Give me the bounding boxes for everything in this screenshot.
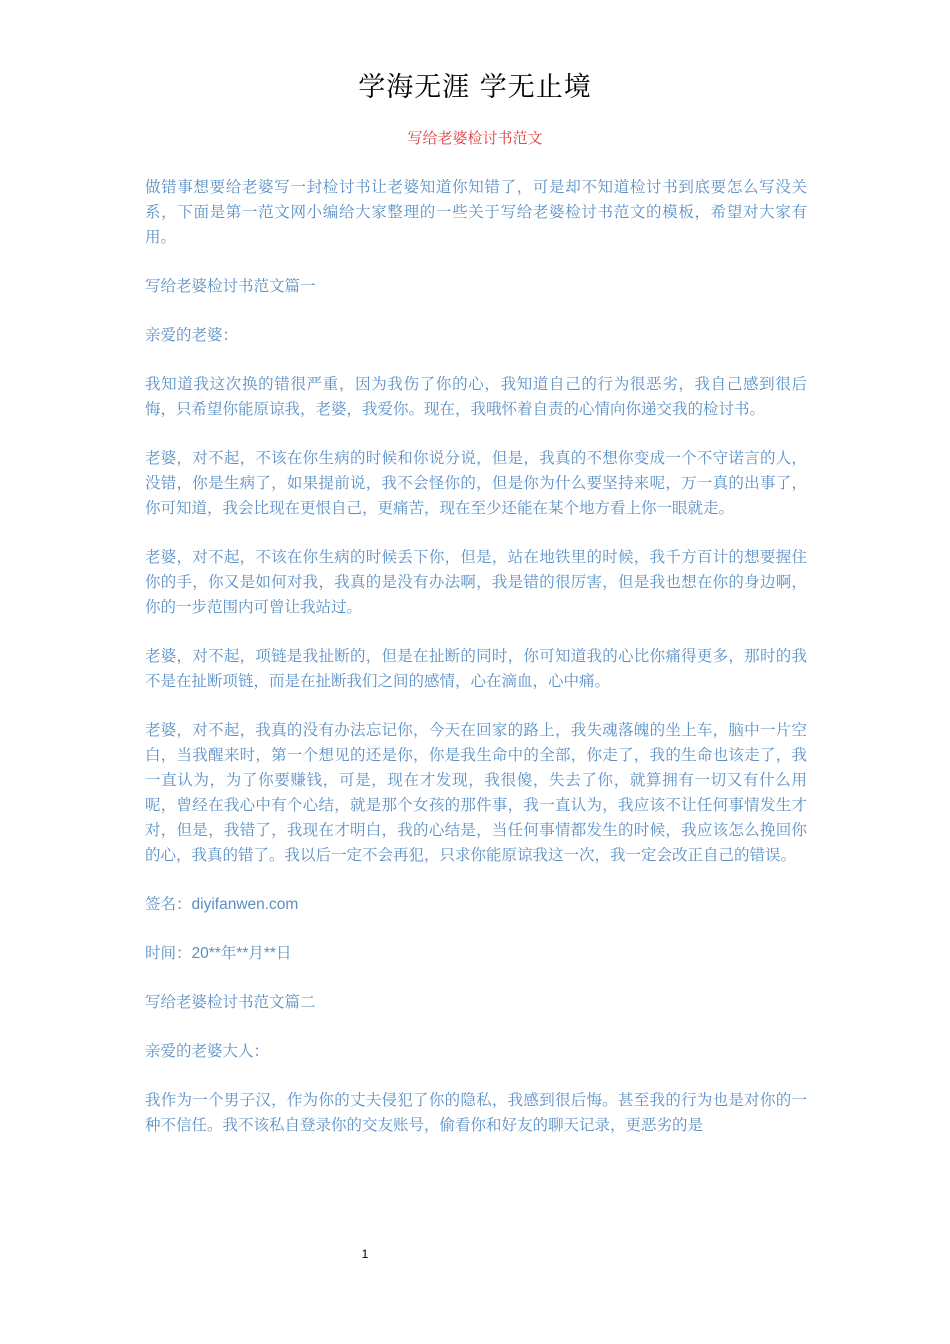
body-paragraph: 老婆，对不起，我真的没有办法忘记你，今天在回家的路上，我失魂落魄的坐上车，脑中一片空白，当我醒来时，第一个想见的还是你，你是我生命中的全部，你走了，我的生命也该走了，我一直认为，为了你要赚钱，可是，现在才发现，我很傻，失去了你，就算拥有一切又有什么用呢，曾经在我心中有个心结，就是那个女孩的那件事，我一直认为，我应该不让任何事情发生才对，但是，我错了，我现在才明白，我的心结是，当任何事情都发生的时候，我应该怎么挽回你的心，我真的错了。我以后一定不会再犯，只求你能原谅我这一次，我一定会改正自己的错误。	[145, 721, 807, 864]
salutation-2: 亲爱的老婆大人：	[145, 1042, 270, 1060]
signature-label: 签名：	[145, 895, 192, 913]
body-paragraph: 老婆，对不起，不该在你生病的时候和你说分说，但是，我真的不想你变成一个不守诺言的人，没错，你是生病了，如果提前说，我不会怪你的，但是你为什么要坚持来呢，万一真的出事了，你可知道，我会比现在更恨自己，更痛苦，现在至少还能在某个地方看上你一眼就走。	[145, 449, 807, 517]
salutation-1: 亲爱的老婆：	[145, 326, 239, 344]
section-heading-2: 写给老婆检讨书范文篇二	[145, 993, 316, 1011]
body-paragraph: 老婆，对不起，不该在你生病的时候丢下你，但是，站在地铁里的时候，我千方百计的想要握住你的手，你又是如何对我，我真的是没有办法啊，我是错的很厉害，但是我也想在你的身边啊，你的一步范围内可曾让我站过。	[145, 548, 807, 616]
signature-line	[145, 892, 807, 917]
document-title: 写给老婆检讨书范文	[407, 129, 543, 147]
time-value: 20**年**月**日	[191, 945, 292, 962]
time-line	[145, 941, 807, 966]
document-body	[145, 175, 807, 1162]
header-motto: 学海无涯 学无止境	[358, 72, 592, 103]
intro-paragraph: 做错事想要给老婆写一封检讨书让老婆知道你知错了，可是却不知道检讨书到底要怎么写没关系，下面是第一范文网小编给大家整理的一些关于写给老婆检讨书范文的模板，希望对大家有用。	[145, 178, 807, 246]
body-paragraph: 我作为一个男子汉，作为你的丈夫侵犯了你的隐私，我感到很后悔。甚至我的行为也是对你的一种不信任。我不该私自登录你的交友账号，偷看你和好友的聊天记录，更恶劣的是	[145, 1091, 807, 1134]
body-paragraph: 老婆，对不起，项链是我扯断的，但是在扯断的同时，你可知道我的心比你痛得更多，那时的我不是在扯断项链，而是在扯断我们之间的感情，心在滴血，心中痛。	[145, 647, 807, 690]
time-label: 时间：	[145, 944, 192, 962]
section-heading-1: 写给老婆检讨书范文篇一	[145, 277, 316, 295]
signature-value: diyifanwen.com	[191, 896, 299, 913]
page-number: 1	[361, 1247, 369, 1261]
body-paragraph: 我知道我这次换的错很严重，因为我伤了你的心，我知道自己的行为很恶劣，我自己感到很后悔，只希望你能原谅我，老婆，我爱你。现在，我哦怀着自责的心情向你递交我的检讨书。	[145, 375, 807, 418]
